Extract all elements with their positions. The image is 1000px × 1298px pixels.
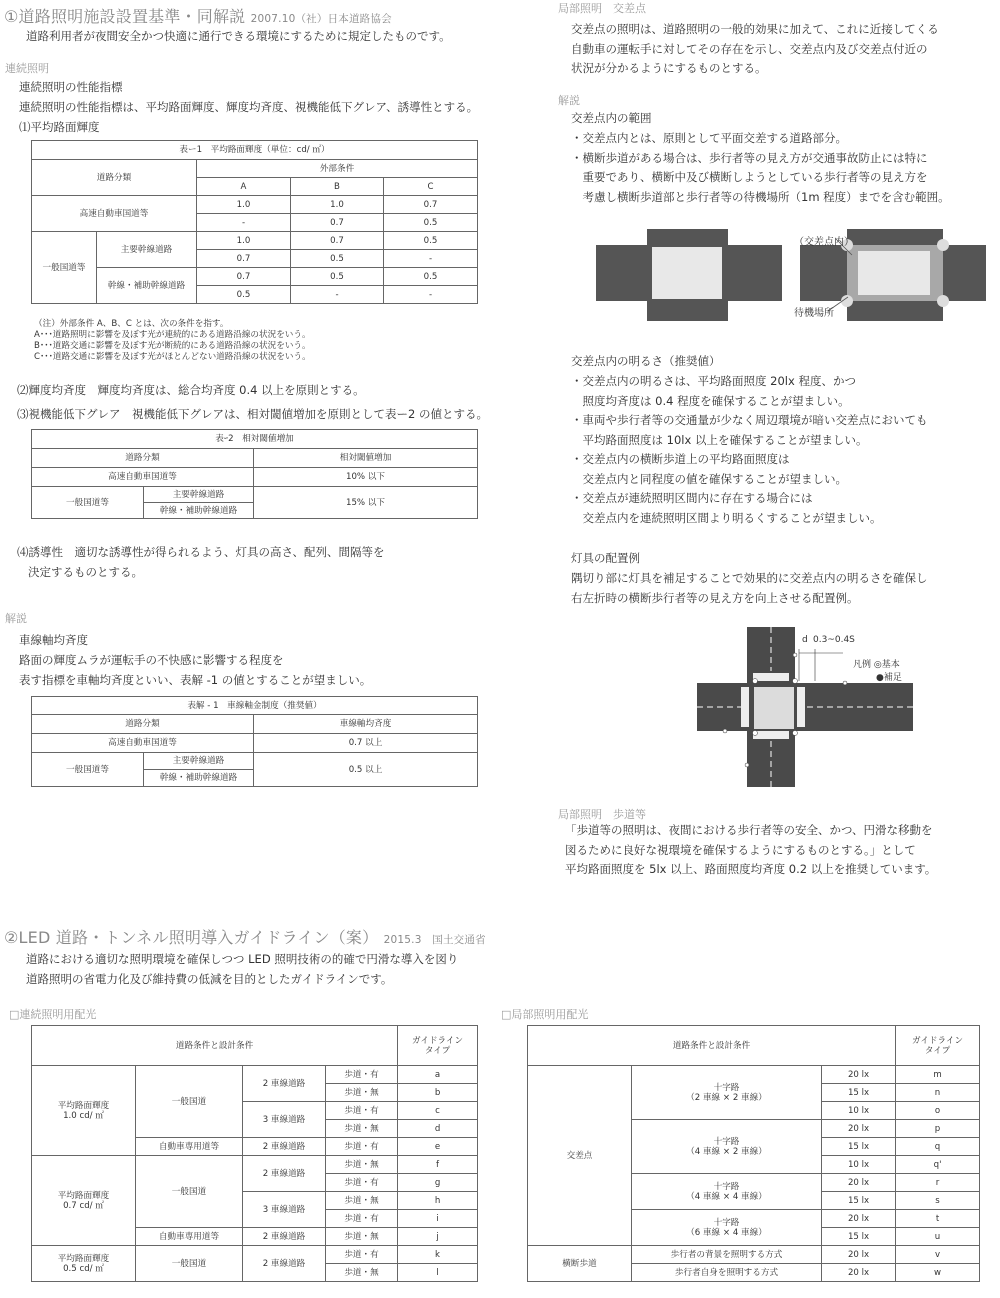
luminaire-layout-map xyxy=(695,625,915,790)
table3-main: 主要幹線道路 xyxy=(144,753,254,770)
table-cell: 0.5 xyxy=(384,232,478,250)
table4-sw: 歩道・有 xyxy=(326,1210,398,1228)
table5-type: q xyxy=(896,1138,980,1156)
table-cell: 0.7 xyxy=(197,250,291,268)
section1-title: ①道路照明施設設置基準・同解説 2007.10（社）日本道路協会 xyxy=(4,7,392,26)
table2-title: 表ｰ2 相対閾値増加 xyxy=(32,430,478,449)
local-intersection-text: 交差点の照明は、道路照明の一般的効果に加えて、これに近接してくる 自動車の運転手に対してその存在を示し、交差点内及び交差点付近の 状況が分かるようにするものとする。 xyxy=(571,22,939,75)
table1-main: 主要幹線道路 xyxy=(97,232,197,268)
layout-lines: 隅切り部に灯具を補足することで効果的に交差点内の明るさを確保し 右左折時の横断歩行者等の見え方を向上させる配置例。 xyxy=(571,571,928,605)
table5-lx: 20 lx xyxy=(822,1066,896,1084)
table-cell: 0.5 xyxy=(291,250,384,268)
local-dist-heading: □局部照明用配光 xyxy=(501,1008,589,1021)
table5-lx: 20 lx xyxy=(822,1210,896,1228)
table3-highway-val: 0.7 以上 xyxy=(254,734,478,753)
table4-sw: 歩道・有 xyxy=(326,1102,398,1120)
table5-self: 歩行者自身を照明する方式 xyxy=(632,1264,822,1282)
table1-col-b: B xyxy=(291,178,384,196)
table4-sw: 歩道・有 xyxy=(326,1138,398,1156)
table2-general-val: 15% 以下 xyxy=(254,487,478,519)
continuous-dist-heading: □連続照明用配光 xyxy=(9,1008,97,1021)
table-cell: - xyxy=(197,214,291,232)
item3-text: ⑶視機能低下グレア 視機能低下グレアは、相対閾値増加を原則として表ー2 の値とする。 xyxy=(17,407,488,421)
table4-lum05: 平均路面輝度 0.5 cd/ ㎡ xyxy=(32,1246,136,1282)
item1-label: ⑴平均路面輝度 xyxy=(19,120,100,134)
right-explanation-heading: 解説 xyxy=(558,94,580,107)
table5-lx: 20 lx xyxy=(822,1174,896,1192)
table5-type: w xyxy=(896,1264,980,1282)
table-cell: 0.5 xyxy=(197,286,291,304)
table1-title: 表ー1 平均路面輝度（単位：cd/ ㎡） xyxy=(32,141,478,160)
table5-local-types xyxy=(527,1025,980,1282)
table4-sw: 歩道・有 xyxy=(326,1066,398,1084)
table1-col-c: C xyxy=(384,178,478,196)
table4-sw: 歩道・無 xyxy=(326,1264,398,1282)
table-cell: - xyxy=(291,286,384,304)
table3-trunk: 幹線・補助幹線道路 xyxy=(144,770,254,787)
table2-val-head: 相対閾値増加 xyxy=(254,449,478,468)
brightness-lines: ・交差点内の明るさは、平均路面照度 20lx 程度、かつ 照度均斉度は 0.4 程度を確保することが望ましい。 ・車両や歩行者等の交通量が少なく周辺環境が暗い交差点においても 平均路面照度は 10lx 以上を確保することが望ましい。 ・交差点内の横断歩道上の平均路面照度は 交差点内と同程度の値を確保することが望ましい。 ・交差点が連続照明区間内に存在する場合には 交差点内を連続照明区間より明るくすることが望ましい。 xyxy=(571,374,928,525)
table3-lane-axis xyxy=(31,696,478,787)
table5-x4: 十字路 （6 車線 × 4 車線） xyxy=(632,1210,822,1246)
explanation-heading: 解説 xyxy=(5,612,27,625)
table3-road-head: 道路分類 xyxy=(32,715,254,734)
table5-x3: 十字路 （4 車線 × 4 車線） xyxy=(632,1174,822,1210)
table-cell: 0.7 xyxy=(197,268,291,286)
table4-lane3: 3 車線道路 xyxy=(243,1192,326,1228)
table4-lane2: 2 車線道路 xyxy=(243,1246,326,1282)
table5-lx: 15 lx xyxy=(822,1192,896,1210)
table3-val-head: 車線軸均斉度 xyxy=(254,715,478,734)
table4-type-head: ガイドライン タイプ xyxy=(398,1026,478,1066)
table-cell: 1.0 xyxy=(197,232,291,250)
table-cell: 1.0 xyxy=(197,196,291,214)
axis-uniformity-line1: 路面の輝度ムラが運転手の不快感に影響する程度を xyxy=(19,653,284,667)
table4-lane2: 2 車線道路 xyxy=(243,1228,326,1246)
table5-lx: 15 lx xyxy=(822,1228,896,1246)
table5-lx: 15 lx xyxy=(822,1084,896,1102)
perf-title: 連続照明の性能指標 xyxy=(19,80,123,94)
table5-type: p xyxy=(896,1120,980,1138)
section2-title: ②LED 道路・トンネル照明導入ガイドライン（案） 2015.3 国土交通省 xyxy=(4,928,486,947)
table4-sw: 歩道・無 xyxy=(326,1120,398,1138)
map-legend-label: 凡例 ◎基本 xyxy=(853,660,900,670)
perf-text: 連続照明の性能指標は、平均路面輝度、輝度均斉度、視機能低下グレア、誘導性とする。 xyxy=(19,100,479,114)
table4-type: c xyxy=(398,1102,478,1120)
table4-type: j xyxy=(398,1228,478,1246)
table5-type: o xyxy=(896,1102,980,1120)
table5-bg: 歩行者の背景を照明する方式 xyxy=(632,1246,822,1264)
table2-highway: 高速自動車国道等 xyxy=(32,468,254,487)
table4-continuous-types xyxy=(31,1025,478,1282)
table4-type: a xyxy=(398,1066,478,1084)
table4-lum10: 平均路面輝度 1.0 cd/ ㎡ xyxy=(32,1066,136,1156)
table5-lx: 20 lx xyxy=(822,1264,896,1282)
table5-type: r xyxy=(896,1174,980,1192)
table-cell: 0.5 xyxy=(384,214,478,232)
table4-sw: 歩道・無 xyxy=(326,1192,398,1210)
diagram-in-label: （交差点内） xyxy=(794,237,854,248)
table1-highway: 高速自動車国道等 xyxy=(32,196,197,232)
table4-lum07: 平均路面輝度 0.7 cd/ ㎡ xyxy=(32,1156,136,1246)
table4-sw: 歩道・無 xyxy=(326,1156,398,1174)
table5-type-head: ガイドライン タイプ xyxy=(896,1026,980,1066)
local-intersection-heading: 局部照明 交差点 xyxy=(558,2,646,15)
table5-lx: 10 lx xyxy=(822,1102,896,1120)
table5-x2: 十字路 （4 車線 × 2 車線） xyxy=(632,1120,822,1174)
table4-sw: 歩道・無 xyxy=(326,1084,398,1102)
layout-title: 灯具の配置例 xyxy=(571,551,640,565)
intersection-plain xyxy=(596,229,782,321)
table1-general: 一般国道等 xyxy=(32,232,97,304)
intersection-range-diagram xyxy=(590,225,990,325)
sidewalk-lines: 「歩道等の照明は、夜間における歩行者等の安全、かつ、円滑な移動を 図るために良好な視環境を確保するようにするものとする。」として 平均路面照度を 5lx 以上、路面照度均斉度 0.2 以上を推奨しています。 xyxy=(565,823,937,876)
table5-intersection: 交差点 xyxy=(528,1066,632,1246)
continuous-heading: 連続照明 xyxy=(5,62,49,75)
table4-sw: 歩道・無 xyxy=(326,1228,398,1246)
table2-highway-val: 10% 以下 xyxy=(254,468,478,487)
section2-intro: 道路における適切な照明環境を確保しつつ LED 照明技術の的確で円滑な導入を図り 道路照明の省電力化及び維持費の低減を目的としたガイドラインです。 xyxy=(26,952,459,986)
table2-road-head: 道路分類 xyxy=(32,449,254,468)
table3-highway: 高速自動車国道等 xyxy=(32,734,254,753)
table2-threshold xyxy=(31,429,478,519)
table5-lx: 20 lx xyxy=(822,1120,896,1138)
table4-gen: 一般国道 xyxy=(136,1246,243,1282)
table5-type: u xyxy=(896,1228,980,1246)
table4-type: g xyxy=(398,1174,478,1192)
map-distance-label: 0.3~0.4S xyxy=(813,635,855,645)
table5-lx: 10 lx xyxy=(822,1156,896,1174)
table-cell: 0.5 xyxy=(384,268,478,286)
table4-lane2: 2 車線道路 xyxy=(243,1066,326,1102)
table4-type: k xyxy=(398,1246,478,1264)
table5-lx: 20 lx xyxy=(822,1246,896,1264)
table5-type: m xyxy=(896,1066,980,1084)
section1-intro: 道路利用者が夜間安全かつ快適に通行できる環境にするために規定したものです。 xyxy=(26,29,451,43)
range-lines: ・交差点内とは、原則として平面交差する道路部分。 ・横断歩道がある場合は、歩行者等の見え方が交通事故防止には特に 重要であり、横断中及び横断しようとしている歩行者等の見え方を 考慮し横断歩道部と歩行者等の待機場所（1m 程度）までを含む範囲。 xyxy=(571,131,950,204)
table5-type: n xyxy=(896,1084,980,1102)
table4-type: b xyxy=(398,1084,478,1102)
table-cell: 0.5 xyxy=(291,268,384,286)
range-title: 交差点内の範囲 xyxy=(571,111,652,125)
table1-ext-head: 外部条件 xyxy=(197,160,478,178)
table1-notes: （注）外部条件 A、B、C とは、次の条件を指す。 A･･･道路照明に影響を及ぼす光が連続的にある道路沿線の状況をいう。 B･･･道路交通に影響を及ぼす光が断続的にある道路沿線の状況をいう。 C･･･道路交通に影響を及ぼす光がほとんどない道路沿線の状況をいう。 xyxy=(34,319,311,362)
table1-road-head: 道路分類 xyxy=(32,160,197,196)
table5-x1: 十字路 （2 車線 × 2 車線） xyxy=(632,1066,822,1120)
diagram-wait-label: 待機場所 xyxy=(794,308,834,319)
item4-line2: 決定するものとする。 xyxy=(28,565,143,579)
table4-expy: 自動車専用道等 xyxy=(136,1138,243,1156)
local-sidewalk-heading: 局部照明 歩道等 xyxy=(558,808,646,821)
table4-type: l xyxy=(398,1264,478,1282)
table5-type: q' xyxy=(896,1156,980,1174)
map-d-label: d xyxy=(802,635,808,645)
basic-luminaire-icon: ◎基本 xyxy=(873,660,900,670)
table5-type: v xyxy=(896,1246,980,1264)
table4-type: h xyxy=(398,1192,478,1210)
table5-type: s xyxy=(896,1192,980,1210)
table5-lx: 15 lx xyxy=(822,1138,896,1156)
table3-general: 一般国道等 xyxy=(32,753,144,787)
axis-uniformity-title: 車線軸均斉度 xyxy=(19,633,88,647)
table5-head: 道路条件と設計条件 xyxy=(528,1026,896,1066)
table-cell: 1.0 xyxy=(291,196,384,214)
table-cell: 0.7 xyxy=(291,232,384,250)
table-cell: - xyxy=(384,286,478,304)
table2-main: 主要幹線道路 xyxy=(144,487,254,503)
table4-type: i xyxy=(398,1210,478,1228)
table4-sw: 歩道・有 xyxy=(326,1246,398,1264)
table2-trunk: 幹線・補助幹線道路 xyxy=(144,503,254,519)
table5-type: t xyxy=(896,1210,980,1228)
table4-expy: 自動車専用道等 xyxy=(136,1228,243,1246)
item4-line1: ⑷誘導性 適切な誘導性が得られるよう、灯具の高さ、配列、間隔等を xyxy=(17,545,385,559)
table4-lane2: 2 車線道路 xyxy=(243,1156,326,1192)
table1-avg-luminance xyxy=(31,140,478,304)
table4-sw: 歩道・有 xyxy=(326,1174,398,1192)
table4-type: e xyxy=(398,1138,478,1156)
table4-head: 道路条件と設計条件 xyxy=(32,1026,398,1066)
table-cell: 0.7 xyxy=(291,214,384,232)
table3-general-val: 0.5 以上 xyxy=(254,753,478,787)
table4-lane2: 2 車線道路 xyxy=(243,1138,326,1156)
table2-general: 一般国道等 xyxy=(32,487,144,519)
table-cell: 0.7 xyxy=(384,196,478,214)
table4-gen: 一般国道 xyxy=(136,1156,243,1228)
table5-crosswalk: 横断歩道 xyxy=(528,1246,632,1282)
table1-col-a: A xyxy=(197,178,291,196)
table4-lane3: 3 車線道路 xyxy=(243,1102,326,1138)
map-supplement-label: ●補足 xyxy=(876,673,902,683)
brightness-title: 交差点内の明るさ（推奨値） xyxy=(571,354,721,368)
table3-title: 表解 - 1 車線軸金制度（推奨値） xyxy=(32,697,478,715)
table4-type: d xyxy=(398,1120,478,1138)
table1-trunk: 幹線・補助幹線道路 xyxy=(97,268,197,304)
axis-uniformity-line2: 表す指標を車軸均斉度といい、表解 -1 の値とすることが望ましい。 xyxy=(19,673,372,687)
item2-text: ⑵輝度均斉度 輝度均斉度は、総合均斉度 0.4 以上を原則とする。 xyxy=(17,383,365,397)
table-cell: - xyxy=(384,250,478,268)
table4-gen: 一般国道 xyxy=(136,1066,243,1138)
table4-type: f xyxy=(398,1156,478,1174)
